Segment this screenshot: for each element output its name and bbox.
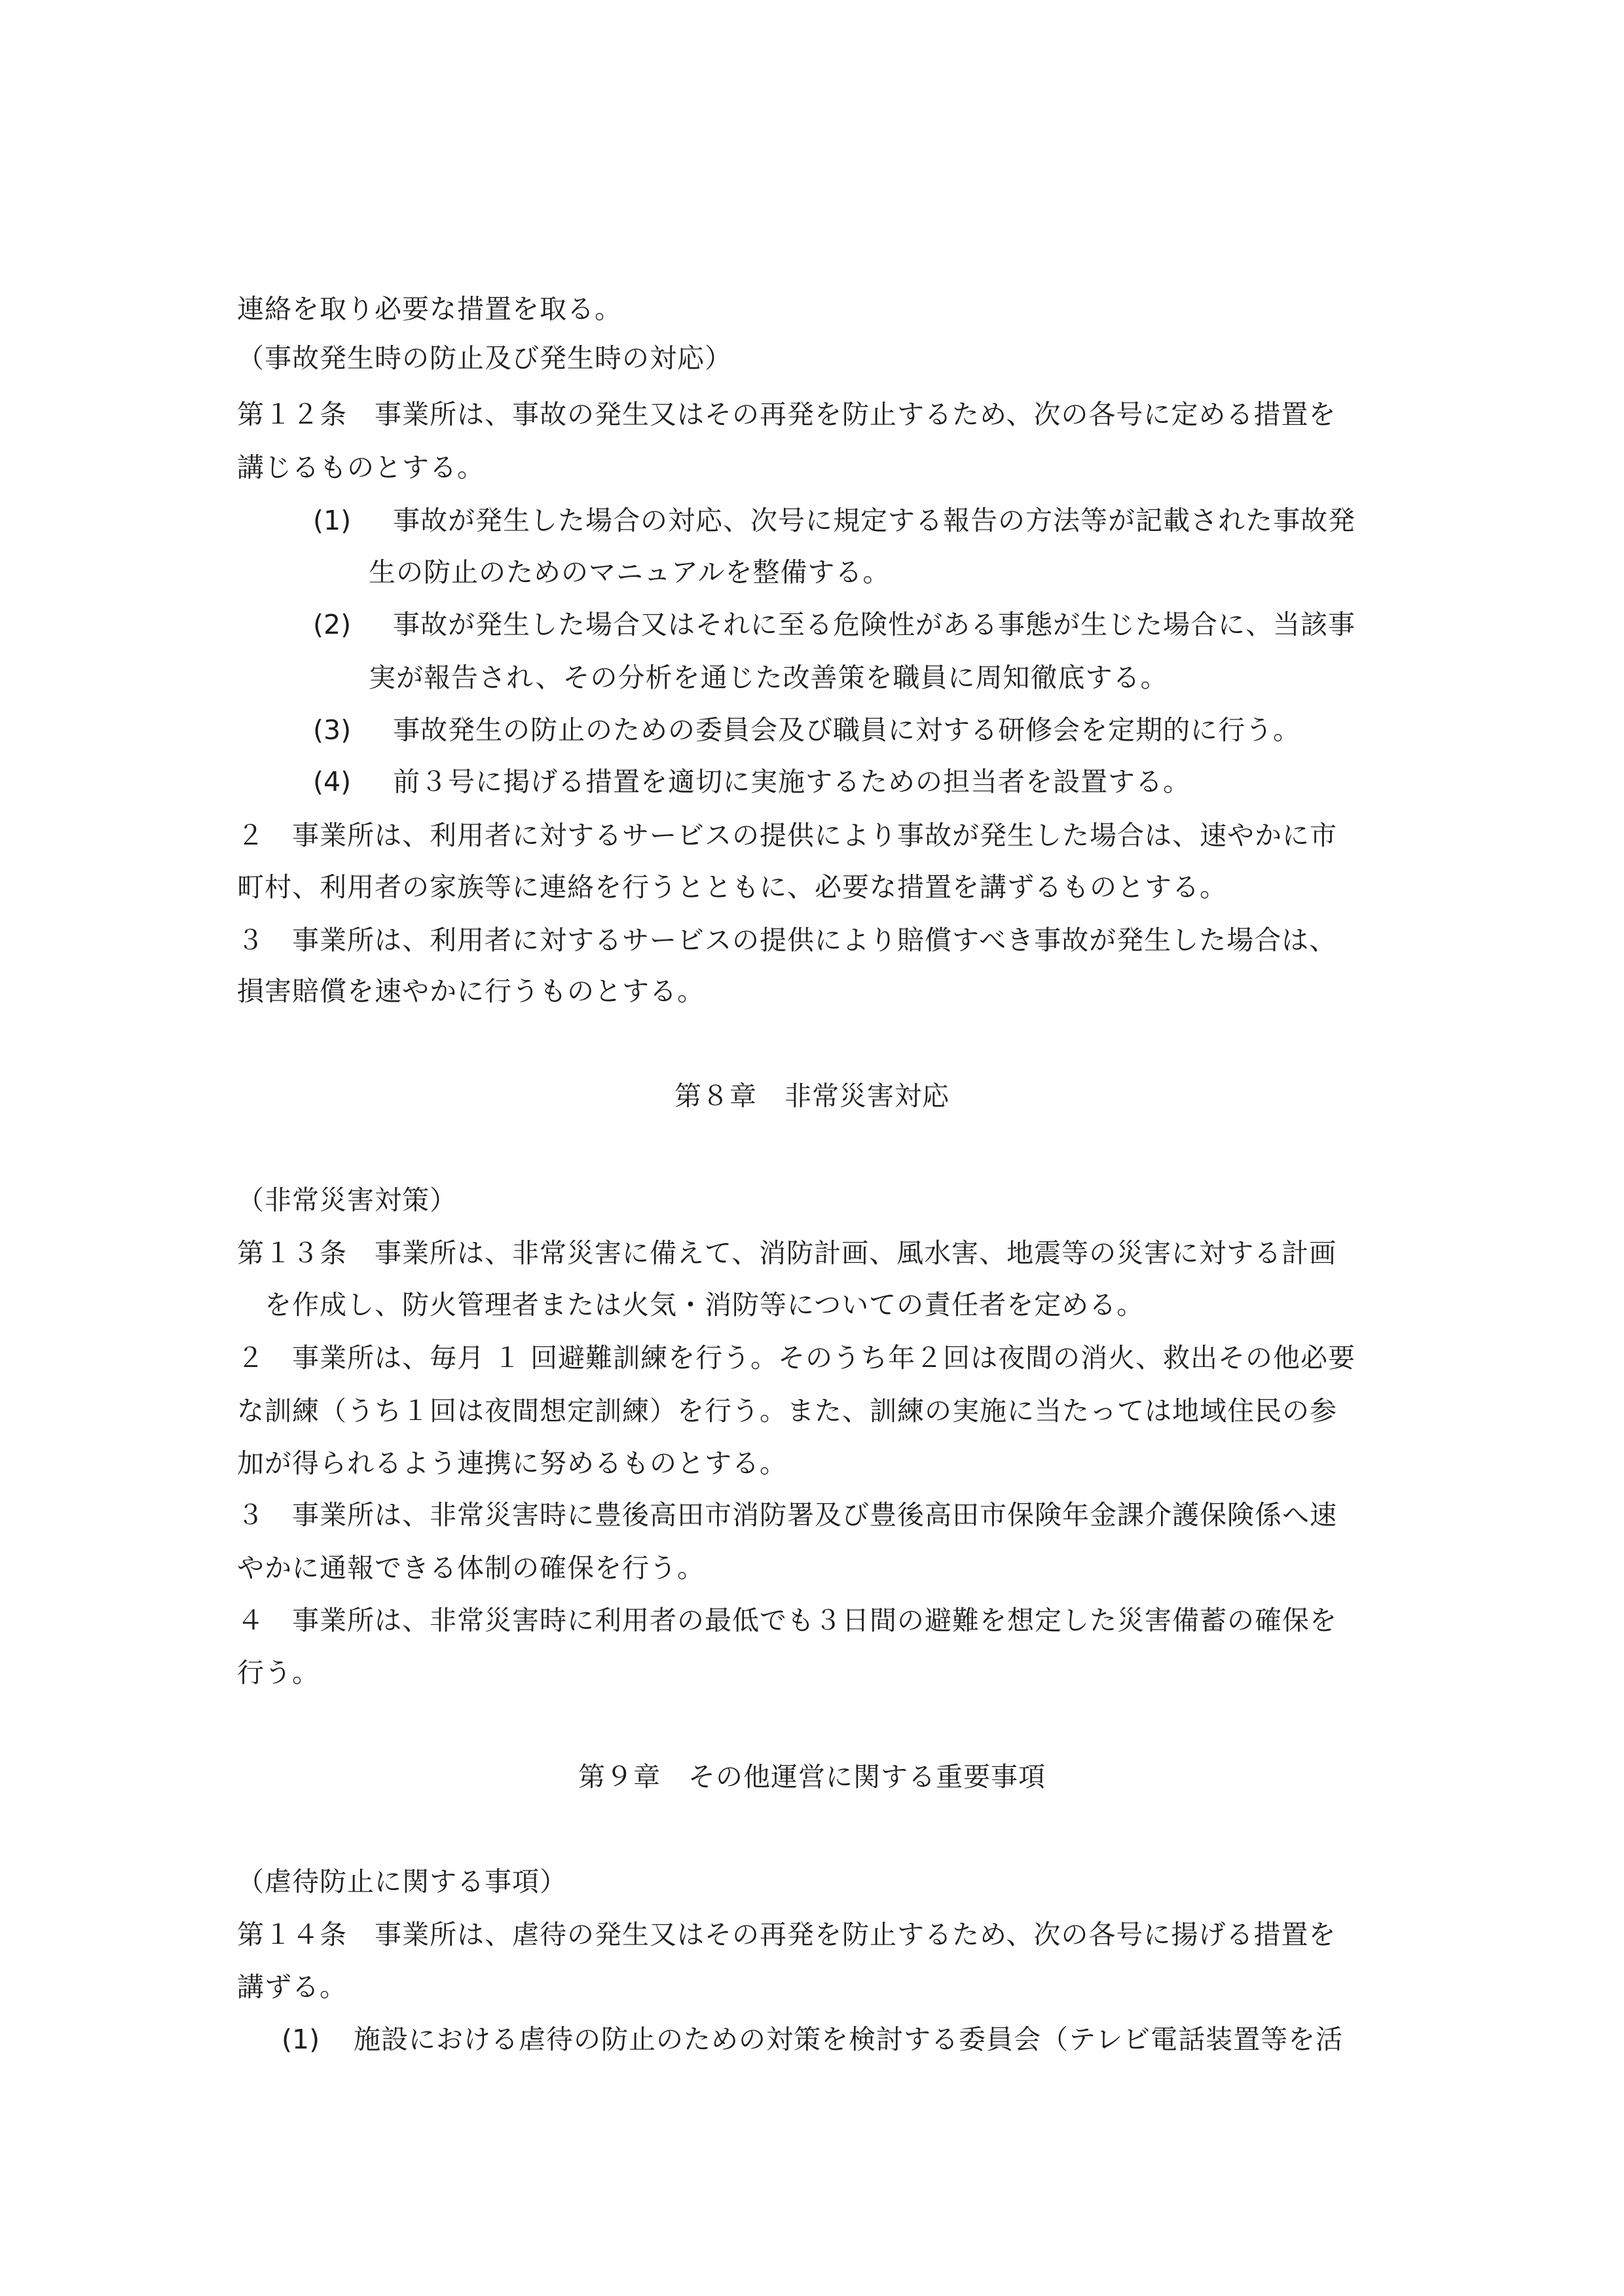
article12-line: 第１２条 事業所は、事故の発生又はその再発を防止するため、次の各号に定める措置を bbox=[237, 399, 1337, 430]
article13-paragraph-line: やかに通報できる体制の確保を行う。 bbox=[237, 1552, 705, 1584]
article12-item-number: (2) bbox=[313, 609, 352, 640]
article12-paragraph-line: ２ 事業所は、利用者に対するサービスの提供により事故が発生した場合は、速やかに市 bbox=[237, 820, 1337, 851]
article13-paragraph-line: 行う。 bbox=[237, 1657, 320, 1688]
article12-item-number: (3) bbox=[313, 714, 352, 746]
article12-item-line: 実が報告され、その分析を通じた改善策を職員に周知徹底する。 bbox=[369, 662, 1168, 693]
article14-item-line: 施設における虐待の防止のための対策を検討する委員会（テレビ電話装置等を活 bbox=[354, 2024, 1344, 2055]
article12-item-line: 事故が発生した場合の対応、次号に規定する報告の方法等が記載された事故発 bbox=[393, 505, 1356, 536]
article12-caption: （事故発生時の防止及び発生時の対応） bbox=[237, 342, 732, 374]
article13-paragraph-line: ４ 事業所は、非常災害時に利用者の最低でも３日間の避難を想定した災害備蓄の確保を bbox=[237, 1605, 1337, 1636]
article12-paragraph-line: 町村、利用者の家族等に連絡を行うとともに、必要な措置を講ずるものとする。 bbox=[237, 871, 1227, 903]
article14-caption: （虐待防止に関する事項） bbox=[237, 1866, 567, 1897]
article13-caption: （非常災害対策） bbox=[237, 1184, 457, 1216]
article13-paragraph-line: ３ 事業所は、非常災害時に豊後高田市消防署及び豊後高田市保険年金課介護保険係へ速 bbox=[237, 1499, 1337, 1531]
article12-item-line: 前３号に掲げる措置を適切に実施するための担当者を設置する。 bbox=[393, 766, 1190, 797]
article14-line: 第１４条 事業所は、虐待の発生又はその再発を防止するため、次の各号に揚げる措置を bbox=[237, 1919, 1337, 1950]
article12-item-number: (4) bbox=[313, 766, 352, 797]
article14-line: 講ずる。 bbox=[237, 1971, 347, 2003]
chapter-9-title: 第９章 その他運営に関する重要事項 bbox=[578, 1761, 1046, 1793]
article13-line: 第１３条 事業所は、非常災害に備えて、消防計画、風水害、地震等の災害に対する計画 bbox=[237, 1237, 1337, 1269]
article12-item-number: (1) bbox=[313, 505, 352, 536]
article13-paragraph-line: ２ 事業所は、毎月 １ 回避難訓練を行う。そのうち年２回は夜間の消火、救出その他必要 bbox=[237, 1342, 1356, 1374]
article12-item-line: 事故発生の防止のための委員会及び職員に対する研修会を定期的に行う。 bbox=[393, 714, 1301, 746]
article14-item-number: (1) bbox=[282, 2024, 320, 2055]
article12-line: 講じるものとする。 bbox=[237, 452, 485, 483]
article12-paragraph-line: ３ 事業所は、利用者に対するサービスの提供により賠償すべき事故が発生した場合は、 bbox=[237, 924, 1337, 956]
article13-paragraph-line: な訓練（うち１回は夜間想定訓練）を行う。また、訓練の実施に当たっては地域住民の参 bbox=[237, 1395, 1337, 1427]
article11-tail-line: 連絡を取り必要な措置を取る。 bbox=[237, 293, 622, 325]
article12-item-line: 事故が発生した場合又はそれに至る危険性がある事態が生じた場合に、当該事 bbox=[393, 609, 1356, 640]
article13-paragraph-line: 加が得られるよう連携に努めるものとする。 bbox=[237, 1448, 787, 1479]
article12-item-line: 生の防止のためのマニュアルを整備する。 bbox=[369, 556, 891, 588]
chapter-8-title: 第８章 非常災害対応 bbox=[674, 1080, 950, 1112]
article13-line: を作成し、防火管理者または火気・消防等についての責任者を定める。 bbox=[265, 1289, 1145, 1321]
article12-paragraph-line: 損害賠償を速やかに行うものとする。 bbox=[237, 975, 705, 1007]
